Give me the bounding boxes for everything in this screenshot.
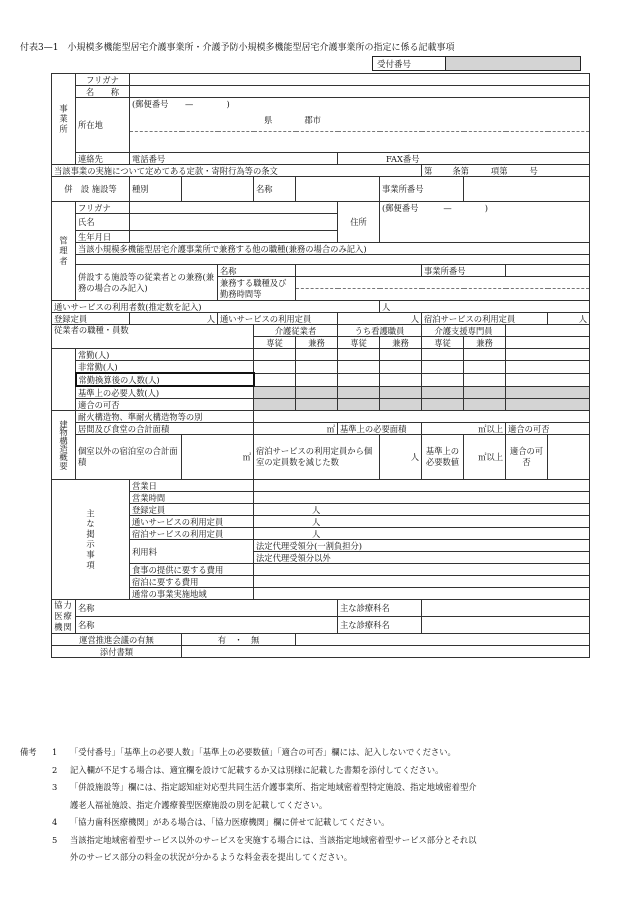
manager-birth-label: 生年月日 <box>76 231 130 243</box>
staff-header: 従業者の職種・員数 <box>52 325 254 349</box>
office-address-detail[interactable] <box>130 132 590 153</box>
room-calc-label: 宿泊サービスの利用定員から個室の定員数を減じた数 <box>254 435 380 480</box>
reception-value[interactable] <box>446 57 581 71</box>
notes: 備考 1 「受付番号」「基準上の必要人数」「基準上の必要数値」「適合の可否」欄には、記入しないでください。 2 記入欄が不足する場合は、適宜欄を設けて記載するか又は別様に記載した書類を添付してください。 3 「併設施設等」欄には、指定認知症対応型共同生活介護事業所、指定地域密着型特定施設、指定地域密着型介 護老人福祉施設、指定介護療養型医療施設の別を記載してください。 4 「協力歯科医療機関」がある場合は、「協力医療機関」欄に併せて記載してください。 5 当該指定地域密着型サービス以外のサービスを実施する場合には、当該指定地域密着型サービス部分とそれ以 外のサービス部分の料金の状況が分かるような料金表を提出してください。 <box>20 744 610 867</box>
staff-nurse-header: うち看護職員 <box>338 325 422 337</box>
cm-full: 専従 <box>422 337 464 349</box>
city-text: 郡市 <box>304 115 321 125</box>
living-area-label: 居間及び食堂の合計面積 <box>76 423 254 435</box>
office-furigana-field[interactable] <box>130 74 590 86</box>
manager-name-label: 氏名 <box>76 214 130 231</box>
office-postal[interactable]: (郵便番号 — ) <box>130 98 590 110</box>
display-item-4: 宿泊サービスの利用定員 <box>130 528 254 540</box>
medical-section: 協力医療機関 <box>52 600 76 634</box>
day-users-field[interactable]: 人 <box>380 301 590 313</box>
room-calc-field[interactable]: 人 <box>380 435 422 480</box>
required-area-field: ㎡以上 <box>422 423 506 435</box>
form-title: 付表3—1 小規模多機能型居宅介護事業所・介護予防小規模多機能型居宅介護事業所の指定に係る記載事項 <box>20 43 455 53</box>
day-users-label: 通いサービスの利用者数(推定数を記入) <box>52 301 380 313</box>
manager-name-field[interactable] <box>130 214 338 231</box>
articles-field[interactable]: 第 条第 項第 号 <box>422 165 590 177</box>
office-fax[interactable]: FAX番号 <box>338 153 590 165</box>
building-section: 建物構造概要 <box>52 411 76 480</box>
manager-postal[interactable]: (郵便番号 — ) <box>380 202 590 214</box>
combined-kind-field[interactable] <box>182 177 254 202</box>
combined-name-field[interactable] <box>296 177 380 202</box>
staff-row-fit: 適合の可否 <box>76 399 254 411</box>
room-area-label: 個室以外の宿泊室の合計面積 <box>76 435 182 480</box>
combined-number-label: 事業所番号 <box>380 177 464 202</box>
manager-other-role-field-2[interactable] <box>296 289 590 301</box>
office-phone[interactable]: 電話番号 <box>130 153 338 165</box>
office-name-label: 名 称 <box>76 86 130 98</box>
living-area-field[interactable]: ㎡ <box>254 423 338 435</box>
staff-row-fulltime: 常勤(人) <box>76 349 254 361</box>
prefecture-text: 県 <box>264 115 273 125</box>
display-item-6: 食事の提供に要する費用 <box>130 564 254 576</box>
office-name-field[interactable] <box>130 86 590 98</box>
note-4: 「協力歯科医療機関」がある場合は、「協力医療機関」欄に併せて記載してください。 <box>70 817 390 827</box>
manager-other-number-field[interactable] <box>506 265 590 277</box>
display-item-7: 宿泊に要する費用 <box>130 576 254 588</box>
attachments-label: 添付書類 <box>52 646 182 658</box>
required-area-label: 基準上の必要面積 <box>338 423 422 435</box>
manager-section: 管理者 <box>52 202 76 301</box>
staff-row-parttime: 非常勤(人) <box>76 361 254 374</box>
staff-cm-header: 介護支援専門員 <box>422 325 506 337</box>
main-form-table: 事業所 フリガナ 名 称 所在地 (郵便番号 — ) 県 郡市 連絡先 電話番号 FAX番号 当該事業の実施について定めてある定款・寄附行為等の条文 第 条第 項第 号 併 設 施設等 種別 名称 事業所番号 管理者 フリガナ 住所 (郵便番号 — ) 氏名 生年月日 当該小規模多機能型居宅介護事業所で兼務する他の職種(兼務の場合のみ記入) 併設する施設等の従業者との兼務(兼務の場合のみ記入) 名称 事業所番号 兼務する職種及び勤務時間等 通いサービスの利用者数(推定数を記入) 人 登録定員 人 通いサービスの利用定員 人 宿泊サービスの利用定員 人 従業者の職種・員数 介護従業者 うち看護職員 介護支援専門員 専従 兼務 専従 兼務 専従 兼務 常勤(人) 非常勤(人) 常勤換算後の人数(人) 基準上の必要人数(人) 適合の可否 建物構造概要 耐火構造物、準耐火構造物等の別 居間及び食堂の合計面積 ㎡ 基準上の必要面積 ㎡以上 適合の可否 個室以外の宿泊室の合計面積 ㎡ 宿泊サービスの利用定員から個室の定員数を減じた数 人 基準上の必要数値 ㎡以上 適合の可否 主な掲示事項 営業日 営業時間 登録定員 人 通いサービスの利用定員 人 宿泊サービスの利用定員 人 利用料 法定代理受領分(一割負担分) 法定代理受領分以外 食事の提供に要する費用 宿泊に要する費用 通常の事業実施地域 協力医療機関 名称 主な診療科名 名称 主な診療科名 運営推進会議の有無 有 ・ 無 添付書類 <box>51 73 590 658</box>
room-fit-field <box>548 435 590 480</box>
manager-address-label: 住所 <box>338 202 380 243</box>
stay-capacity-label: 宿泊サービスの利用定員 <box>422 313 548 325</box>
combined-name-label: 名称 <box>254 177 296 202</box>
display-item-2: 登録定員 <box>130 504 254 516</box>
articles-label: 当該事業の実施について定めてある定款・寄附行為等の条文 <box>52 165 422 177</box>
display-item-1: 営業時間 <box>130 492 254 504</box>
display-item-0: 営業日 <box>130 480 254 492</box>
display-section: 主な掲示事項 <box>52 480 130 600</box>
nurse-dual: 兼務 <box>380 337 422 349</box>
room-fit-label: 適合の可否 <box>506 435 548 480</box>
stay-capacity-field[interactable]: 人 <box>548 313 590 325</box>
manager-other-number-label: 事業所番号 <box>422 265 506 277</box>
combined-number-field[interactable] <box>464 177 590 202</box>
manager-concurrent-field[interactable] <box>76 255 590 265</box>
registered-label: 登録定員 <box>52 313 130 325</box>
fireproof-field[interactable] <box>254 411 590 423</box>
cm-dual: 兼務 <box>464 337 506 349</box>
fireproof-label: 耐火構造物、準耐火構造物等の別 <box>76 411 254 423</box>
day-capacity-label: 通いサービスの利用定員 <box>218 313 338 325</box>
reception-number-box <box>372 56 581 71</box>
medical-name-label-1[interactable]: 名称 <box>76 600 338 617</box>
reception-label: 受付番号 <box>373 57 446 71</box>
manager-concurrent-label: 当該小規模多機能型居宅介護事業所で兼務する他の職種(兼務の場合のみ記入) <box>76 243 590 255</box>
staff-row-required: 基準上の必要人数(人) <box>76 386 254 399</box>
staff-care-header: 介護従業者 <box>254 325 338 337</box>
notes-label: 備考 <box>20 747 37 757</box>
note-5-cont: 外のサービス部分の料金の状況が分かるような料金表を提出してください。 <box>70 852 353 862</box>
room-area-field[interactable]: ㎡ <box>182 435 254 480</box>
medical-name-label-2[interactable]: 名称 <box>76 617 338 634</box>
note-1: 「受付番号」「基準上の必要人数」「基準上の必要数値」「適合の可否」欄には、記入しないでください。 <box>70 747 456 757</box>
meeting-value[interactable]: 有 ・ 無 <box>182 634 296 646</box>
note-2: 記入欄が不足する場合は、適宜欄を設けて記載するか又は別様に記載した書類を添付してください。 <box>70 764 444 775</box>
manager-other-name-field[interactable] <box>296 265 422 277</box>
manager-other-name-label: 名称 <box>218 265 296 277</box>
manager-other-staff-label: 併設する施設等の従業者との兼務(兼務の場合のみ記入) <box>76 265 218 301</box>
display-item-5: 利用料 <box>130 540 254 564</box>
office-furigana-label: フリガナ <box>76 74 130 86</box>
required-num-label: 基準上の必要数値 <box>422 435 464 480</box>
office-section: 事業所 <box>52 74 76 165</box>
display-item-8: 通常の事業実施地域 <box>130 588 254 600</box>
registered-field[interactable]: 人 <box>130 313 218 325</box>
note-5: 当該指定地域密着型サービス以外のサービスを実施する場合には、当該指定地域密着型サービス部分とそれ以 <box>70 834 477 845</box>
manager-other-role-label: 兼務する職種及び勤務時間等 <box>218 277 296 301</box>
manager-address-field[interactable] <box>380 214 590 243</box>
office-address-label: 所在地 <box>76 98 130 153</box>
combined-kind-label: 種別 <box>130 177 182 202</box>
manager-birth-field[interactable] <box>130 231 338 243</box>
attachments-field[interactable] <box>182 646 590 658</box>
staff-row-converted: 常勤換算後の人数(人) <box>76 373 254 386</box>
office-contact-label: 連絡先 <box>76 153 130 165</box>
care-dual: 兼務 <box>296 337 338 349</box>
manager-other-role-field-1[interactable] <box>296 277 590 289</box>
nurse-full: 専従 <box>338 337 380 349</box>
manager-furigana-field[interactable] <box>130 202 338 214</box>
fee-a[interactable]: 法定代理受領分(一割負担分) <box>254 540 590 552</box>
area-fit-label: 適合の可否 <box>506 423 590 435</box>
fee-b[interactable]: 法定代理受領分以外 <box>254 552 590 564</box>
office-address-line[interactable] <box>130 109 590 132</box>
note-3: 「併設施設等」欄には、指定認知症対応型共同生活介護事業所、指定地域密着型特定施設、指定地域密着型介 <box>70 782 477 792</box>
medical-dept-label-2: 主な診療科名 <box>338 617 422 634</box>
manager-furigana-label: フリガナ <box>76 202 130 214</box>
day-capacity-field[interactable]: 人 <box>338 313 422 325</box>
required-num-field: ㎡以上 <box>464 435 506 480</box>
care-full: 専従 <box>254 337 296 349</box>
meeting-label: 運営推進会議の有無 <box>52 634 182 646</box>
note-3-cont: 護老人福祉施設、指定介護療養型医療施設の別を記載してください。 <box>70 799 328 810</box>
medical-dept-label-1: 主な診療科名 <box>338 600 422 617</box>
combined-section: 併 設 施設等 <box>52 177 130 202</box>
display-item-3: 通いサービスの利用定員 <box>130 516 254 528</box>
